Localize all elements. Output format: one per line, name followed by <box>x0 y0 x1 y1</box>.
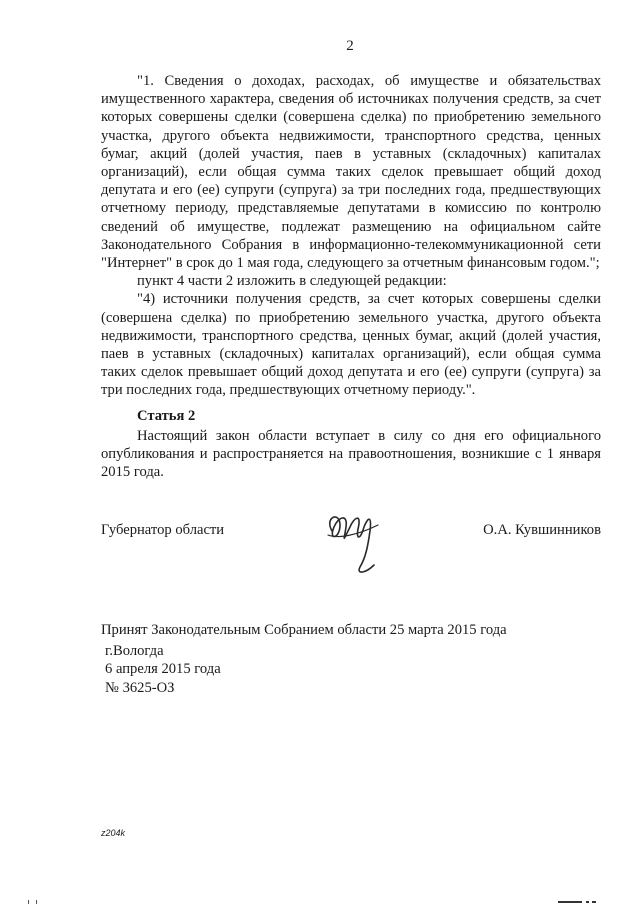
handwritten-signature <box>318 505 398 585</box>
page-number: 2 <box>346 38 354 54</box>
document-code: z204k <box>101 828 126 838</box>
place-date-block <box>105 642 221 697</box>
article-heading: Статья 2 <box>137 408 196 424</box>
governor-title: Губернатор области <box>101 522 225 538</box>
paragraph-amendment-intro: пункт 4 части 2 изложить в следующей редакции: <box>137 273 447 290</box>
article-text: Настоящий закон области вступает в силу со дня его официального опубликования и распространяется на правоотношения, возникшие с 1 января 2015 года. <box>101 428 601 481</box>
place: г.Вологда <box>105 643 164 659</box>
date: 6 апреля 2015 года <box>105 661 221 678</box>
governor-name: О.А. Кувшинников <box>483 522 601 538</box>
law-number: № 3625-ОЗ <box>105 679 175 696</box>
article-text-block <box>101 427 601 482</box>
paragraph-info-disclosure: "1. Сведения о доходах, расходах, об имуществе и обязательствах имущественного характера, сведения об источниках получения средств, за счет которых совершены сделки (совершена сделка) по приобретению земельного участка, другого объекта недвижимости, транспортного средства, ценных бумаг, акций (долей участия, паев в уставных (складочных) капиталах организаций), если общая сумма таких сделок превышает общий доход депутата и его (ее) супруги (супруга) за три последних года, предшествующих отчетному периоду, представляемые депутатами в комиссию по контролю сведений об имуществе, подлежат размещению на официальном сайте Законодательного Собрания в информационно-телекоммуникационной сети "Интернет" в срок до 1 мая года, следующего за отчетным финансовым годом."; <box>101 73 601 272</box>
paragraph-item-4: "4) источники получения средств, за счет которых совершены сделки (совершена сделка) по приобретению земельного участка, другого объекта недвижимости, транспортного средства, ценных бумаг, акций (долей участия, паев в уставных (складочных) капиталах организаций), если общая сумма таких сделок превышает общий доход депутата и его (ее) супруги (супруга) за три последних года, предшествующих отчетному периоду.". <box>101 291 601 399</box>
scan-edge-marks <box>0 900 640 905</box>
adoption-note: Принят Законодательным Собранием области 25 марта 2015 года <box>101 622 507 638</box>
main-text-block <box>101 72 601 400</box>
